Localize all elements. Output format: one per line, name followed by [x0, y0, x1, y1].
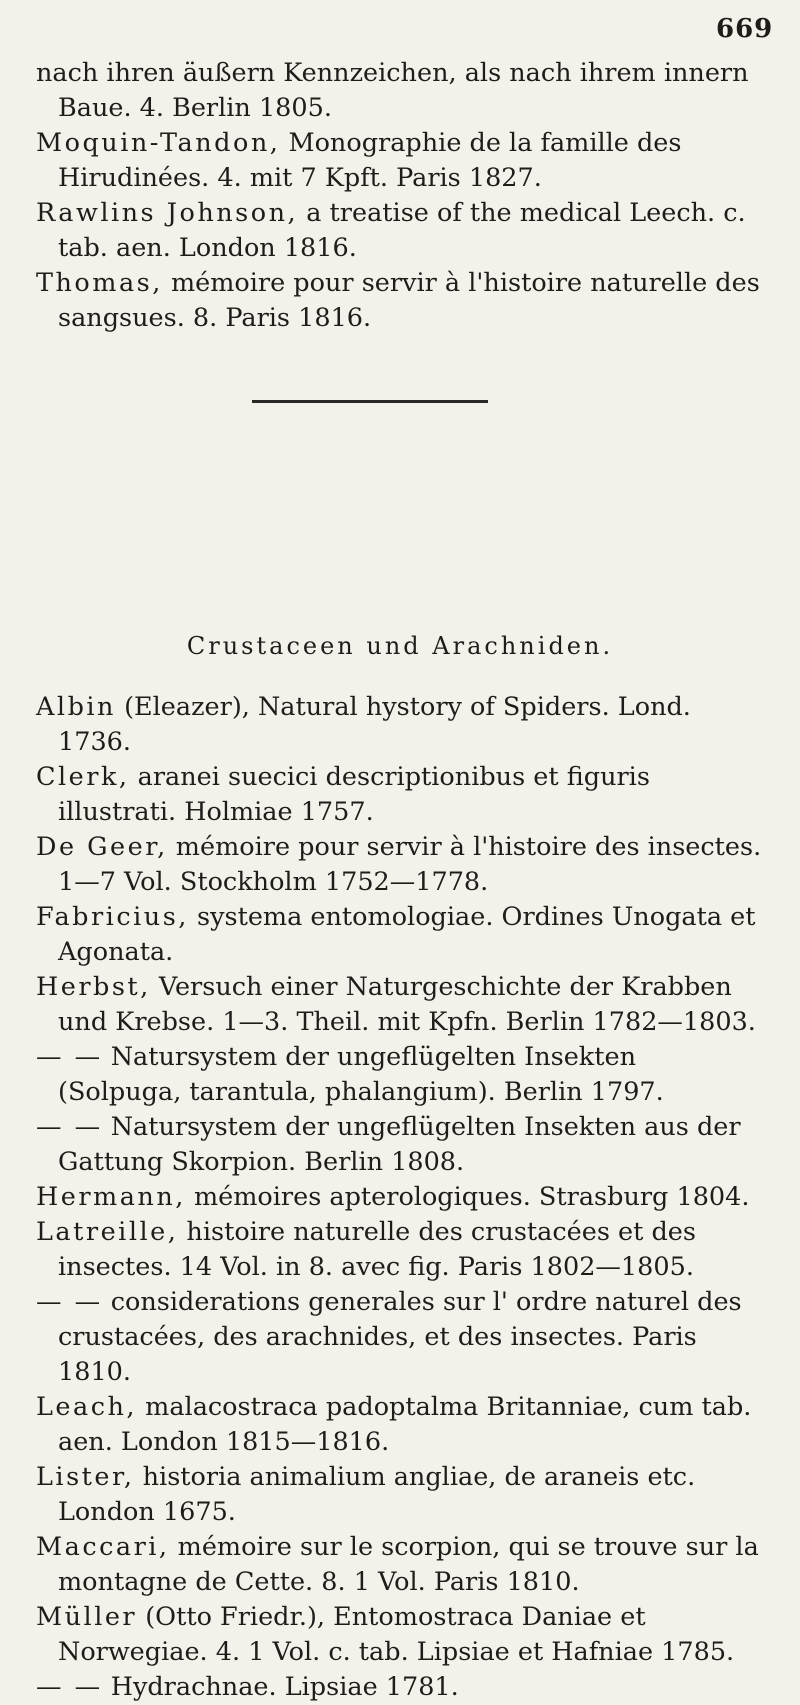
entry-text: Versuch einer Naturgeschichte der Krabben und Krebse. 1—3. Theil. mit Kpfn. Berlin 1782—1803.	[58, 972, 756, 1037]
entry-text: historia animalium angliae, de araneis etc. London 1675.	[58, 1462, 696, 1527]
entry-text: mémoire sur le scorpion, qui se trouve sur la montagne de Cette. 8. 1 Vol. Paris 1810.	[58, 1532, 759, 1597]
crustacean-arachnid-literature-list	[36, 690, 766, 1705]
entry-author: — —	[36, 1112, 103, 1142]
bibliography-entry	[36, 760, 766, 830]
bibliography-entry	[36, 1460, 766, 1530]
entry-text: mémoire pour servir à l'histoire naturelle des sangsues. 8. Paris 1816.	[58, 268, 760, 333]
bibliography-entry	[36, 1040, 766, 1110]
entry-author: — —	[36, 1672, 103, 1702]
section-heading: Crustaceen und Arachniden.	[186, 632, 614, 660]
entry-author: Maccari,	[36, 1532, 170, 1562]
entry-text: (Eleazer), Natural hystory of Spiders. Lond. 1736.	[58, 692, 691, 757]
entry-author: Thomas,	[36, 268, 163, 298]
bibliography-entry	[36, 830, 766, 900]
bibliography-entry	[36, 1530, 766, 1600]
bibliography-entry	[36, 690, 766, 760]
bibliography-entry	[36, 1670, 766, 1705]
entry-author: Moquin-Tandon,	[36, 128, 281, 158]
page-number: 669	[716, 14, 774, 44]
entry-text: (Otto Friedr.), Entomostraca Daniae et Norwegiae. 4. 1 Vol. c. tab. Lipsiae et Hafniae 1785.	[58, 1602, 735, 1667]
bibliography-entry	[36, 1110, 766, 1180]
entry-text: systema entomologiae. Ordines Unogata et Agonata.	[58, 902, 756, 967]
entry-text: a treatise of the medical Leech. c. tab. aen. London 1816.	[58, 198, 746, 263]
leech-literature-list	[36, 56, 766, 336]
entry-author: Latreille,	[36, 1217, 179, 1247]
entry-author: Lister,	[36, 1462, 135, 1492]
bibliography-entry	[36, 1390, 766, 1460]
entry-author: Rawlins Johnson,	[36, 198, 299, 228]
bibliography-entry	[36, 1600, 766, 1670]
entry-text: mémoires apterologiques. Strasburg 1804.	[185, 1182, 750, 1212]
entry-text: considerations generales sur l' ordre naturel des crustacées, des arachnides, et des insectes. Paris 1810.	[58, 1287, 742, 1387]
entry-text: Natursystem der ungeflügelten Insekten aus der Gattung Skorpion. Berlin 1808.	[58, 1112, 741, 1177]
section-divider	[252, 400, 488, 403]
bibliography-entry	[36, 1285, 766, 1390]
entry-author: Müller	[36, 1602, 138, 1632]
entry-author: Hermann,	[36, 1182, 186, 1212]
entry-text: mémoire pour servir à l'histoire des insectes. 1—7 Vol. Stockholm 1752—1778.	[58, 832, 762, 897]
entry-text: Monographie de la famille des Hirudinées. 4. mit 7 Kpft. Paris 1827.	[58, 128, 682, 193]
entry-text: aranei suecici descriptionibus et figuris illustrati. Holmiae 1757.	[58, 762, 650, 827]
bibliography-entry	[36, 126, 766, 196]
entry-author: Herbst,	[36, 972, 151, 1002]
bibliography-entry	[36, 196, 766, 266]
entry-text: Natursystem der ungeflügelten Insekten (Solpuga, tarantula, phalangium). Berlin 1797.	[58, 1042, 664, 1107]
entry-text: malacostraca padoptalma Britanniae, cum tab. aen. London 1815—1816.	[58, 1392, 752, 1457]
entry-author: — —	[36, 1042, 103, 1072]
bibliography-entry	[36, 1215, 766, 1285]
bibliography-entry	[36, 900, 766, 970]
entry-text: histoire naturelle des crustacées et des insectes. 14 Vol. in 8. avec fig. Paris 1802—1805.	[58, 1217, 696, 1282]
entry-author: Fabricius,	[36, 902, 189, 932]
bibliography-entry	[36, 970, 766, 1040]
entry-text: Hydrachnae. Lipsiae 1781.	[102, 1672, 459, 1702]
entry-author: Leach,	[36, 1392, 138, 1422]
entry-author: Albin	[36, 692, 116, 722]
bibliography-entry	[36, 266, 766, 336]
entry-text: nach ihren äußern Kennzeichen, als nach ihrem innern Baue. 4. Berlin 1805.	[36, 58, 749, 123]
bibliography-entry	[36, 56, 766, 126]
bibliography-entry	[36, 1180, 766, 1215]
entry-author: — —	[36, 1287, 103, 1317]
entry-author: De Geer,	[36, 832, 168, 862]
entry-author: Clerk,	[36, 762, 130, 792]
